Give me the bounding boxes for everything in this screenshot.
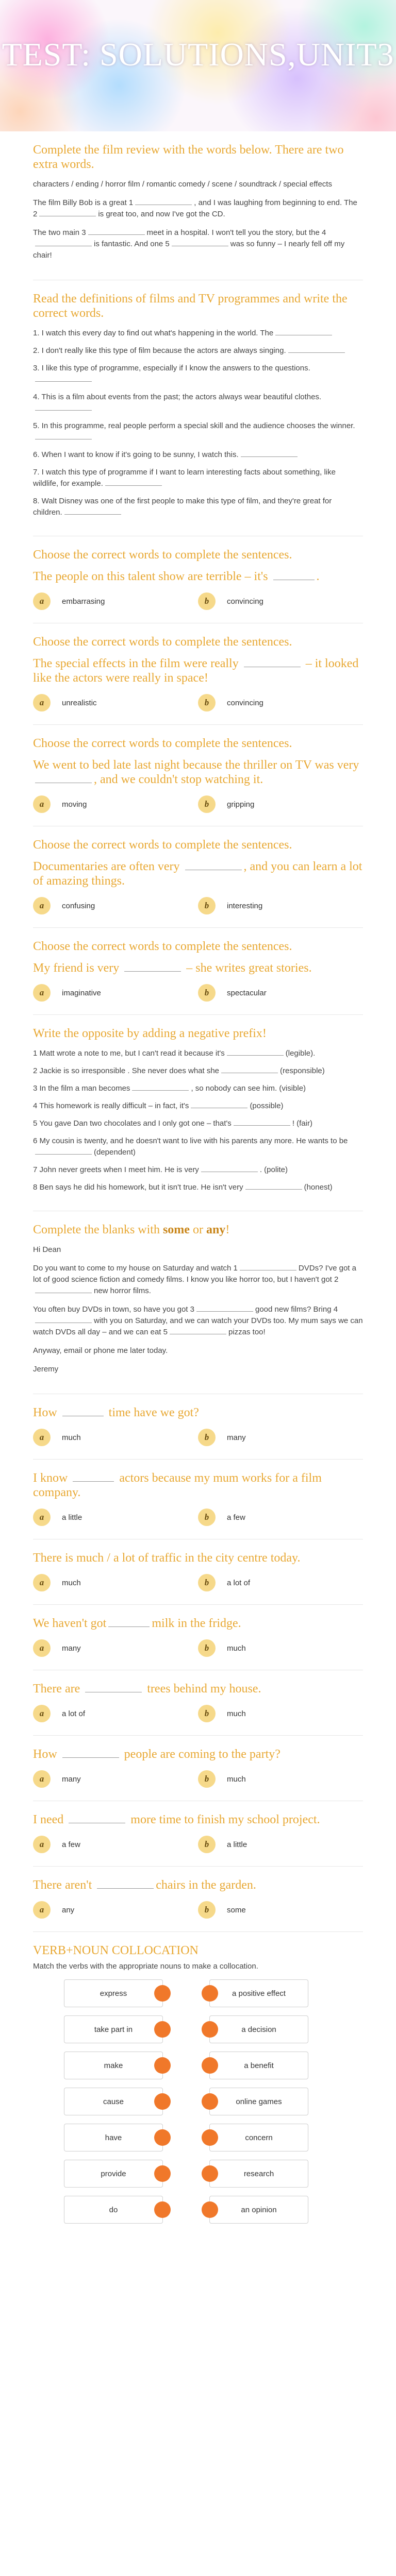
- answer-option-b[interactable]: b convincing: [198, 591, 363, 612]
- connector-dot[interactable]: [202, 2093, 218, 2110]
- match-left-item[interactable]: do: [64, 2196, 163, 2224]
- answer-option-a[interactable]: a imaginative: [33, 982, 198, 1003]
- section-collocation: [33, 1931, 363, 2243]
- match-right-item[interactable]: a positive effect: [209, 1979, 308, 2007]
- blank-input[interactable]: [124, 964, 181, 972]
- match-right-item[interactable]: concern: [209, 2124, 308, 2151]
- review-paragraph-1: The film Billy Bob is a great 1 , and I was laughing from beginning to end. The 2 is great too, and now I've got the CD.: [33, 198, 357, 218]
- question-3: [33, 724, 363, 826]
- blank-input[interactable]: [108, 1619, 150, 1627]
- question-instruction: Choose the correct words to complete the sentences.: [33, 940, 292, 953]
- instruction-collocation: VERB+NOUN COLLOCATION: [33, 1944, 199, 1957]
- match-right-item[interactable]: online games: [209, 2088, 308, 2115]
- question-sentence: We went to bed late last night because the thriller on TV was very , and we couldn't stop watching it.: [33, 758, 359, 786]
- question-sentence: I need more time to finish my school project.: [33, 1813, 320, 1826]
- option-a-badge: a: [33, 592, 51, 610]
- blank-input[interactable]: [35, 1315, 92, 1323]
- option-b-badge: b: [198, 1574, 216, 1591]
- blank-input[interactable]: [85, 1685, 142, 1692]
- option-b-badge: b: [198, 1836, 216, 1853]
- answer-option-b[interactable]: b many: [198, 1427, 363, 1448]
- question-13: [33, 1866, 363, 1931]
- section-some-any: [33, 1211, 363, 1394]
- option-b-badge: b: [198, 1429, 216, 1446]
- option-b-badge: b: [198, 1901, 216, 1919]
- prefix-item: 3 In the film a man becomes , so nobody can see him. (visible): [33, 1084, 306, 1093]
- collocation-subtitle: Match the verbs with the appropriate nouns to make a collocation.: [33, 1962, 258, 1971]
- question-sentence: There is much / a lot of traffic in the city centre today.: [33, 1551, 301, 1565]
- word-list: characters / ending / horror film / romantic comedy / scene / soundtrack / special effects: [33, 180, 332, 189]
- email-paragraph-2: You often buy DVDs in town, so have you got 3 good new films? Bring 4with you on Saturday, and we can watch your DVDs too. My mum says we can watch DVDs all day – and we can eat 5 pizzas too!: [33, 1305, 363, 1336]
- question-sentence: Documentaries are often very , and you can learn a lot of amazing things.: [33, 860, 362, 888]
- question-sentence: We haven't got milk in the fridge.: [33, 1617, 241, 1630]
- option-a-badge: a: [33, 1429, 51, 1446]
- question-2: [33, 623, 363, 724]
- option-a-badge: a: [33, 984, 51, 1002]
- prefix-item: 6 My cousin is twenty, and he doesn't want to live with his parents any more. He wants to be(dependent): [33, 1137, 348, 1157]
- question-1: [33, 536, 363, 623]
- connector-dot[interactable]: [202, 2021, 218, 2038]
- connector-dot[interactable]: [202, 1985, 218, 2002]
- blank-input[interactable]: [234, 1118, 290, 1126]
- review-paragraph-2: The two main 3 meet in a hospital. I won't tell you the story, but the 4is fantastic. And one 5 was so funny – I nearly fell off my chair!: [33, 228, 345, 260]
- email-greeting: Hi Dean: [33, 1245, 61, 1254]
- blank-input[interactable]: [227, 1048, 284, 1056]
- option-b-badge: b: [198, 1639, 216, 1657]
- answer-option-b[interactable]: b a lot of: [198, 1572, 363, 1593]
- definition-item: 4. This is a film about events from the past; the actors always wear beautiful clothes.: [33, 392, 363, 414]
- option-b-badge: b: [198, 694, 216, 711]
- option-a-badge: a: [33, 1901, 51, 1919]
- blank-input[interactable]: [288, 345, 345, 353]
- email-paragraph-1: Do you want to come to my house on Saturday and watch 1 DVDs? I've got a lot of good science fiction and comedy films. I know you like horror too, but I haven't got 2new horror films.: [33, 1264, 356, 1295]
- option-b-badge: b: [198, 1509, 216, 1526]
- question-8: [33, 1539, 363, 1604]
- blank-input[interactable]: [39, 209, 96, 216]
- option-b-badge: b: [198, 897, 216, 914]
- match-left-item[interactable]: make: [64, 2052, 163, 2079]
- option-b-badge: b: [198, 795, 216, 813]
- match-left-item[interactable]: express: [64, 1979, 163, 2007]
- question-sentence: How time have we got?: [33, 1406, 199, 1419]
- prefix-item: 1 Matt wrote a note to me, but I can't read it because it's (legible).: [33, 1049, 316, 1058]
- blank-input[interactable]: [191, 1100, 248, 1108]
- blank-input[interactable]: [196, 1304, 253, 1312]
- blank-input[interactable]: [69, 1816, 125, 1823]
- answer-option-a[interactable]: a a lot of: [33, 1703, 198, 1724]
- prefix-item: 7 John never greets when I meet him. He is very . (polite): [33, 1165, 288, 1174]
- question-6: [33, 1394, 363, 1459]
- match-right-item[interactable]: research: [209, 2160, 308, 2188]
- email-paragraph-3: Anyway, email or phone me later today.: [33, 1346, 168, 1355]
- match-right-item[interactable]: a benefit: [209, 2052, 308, 2079]
- option-a-badge: a: [33, 1574, 51, 1591]
- option-a-badge: a: [33, 1639, 51, 1657]
- option-b-badge: b: [198, 592, 216, 610]
- option-a-badge: a: [33, 795, 51, 813]
- answer-option-a[interactable]: a a few: [33, 1834, 198, 1855]
- answer-option-b[interactable]: b much: [198, 1769, 363, 1789]
- section-film-review: [33, 131, 363, 280]
- connector-dot[interactable]: [202, 2057, 218, 2074]
- blank-input[interactable]: [73, 1474, 114, 1482]
- blank-input[interactable]: [97, 1881, 154, 1889]
- question-sentence: I know actors because my mum works for a film company.: [33, 1471, 322, 1499]
- blank-input[interactable]: [275, 328, 332, 335]
- blank-input[interactable]: [62, 1409, 104, 1416]
- blank-input[interactable]: [132, 1083, 189, 1091]
- answer-option-b[interactable]: b some: [198, 1900, 363, 1920]
- answer-option-b[interactable]: b a few: [198, 1507, 363, 1528]
- answer-option-b[interactable]: b much: [198, 1703, 363, 1724]
- answer-option-a[interactable]: a moving: [33, 794, 198, 815]
- connector-dot[interactable]: [202, 2165, 218, 2182]
- question-7: [33, 1459, 363, 1539]
- answer-option-a[interactable]: a many: [33, 1638, 198, 1658]
- connector-dot[interactable]: [154, 2021, 171, 2038]
- match-left-item[interactable]: cause: [64, 2088, 163, 2115]
- instruction-film-review: Complete the film review with the words below. There are two extra words.: [33, 143, 344, 171]
- answer-option-b[interactable]: b a little: [198, 1834, 363, 1855]
- answer-option-a[interactable]: a confusing: [33, 895, 198, 916]
- match-left-item[interactable]: provide: [64, 2160, 163, 2188]
- connector-dot[interactable]: [154, 1985, 171, 2002]
- match-right-item[interactable]: an opinion: [209, 2196, 308, 2224]
- option-a-badge: a: [33, 1770, 51, 1788]
- blank-input[interactable]: [64, 507, 121, 515]
- question-instruction: Choose the correct words to complete the sentences.: [33, 548, 292, 562]
- definition-item: 5. In this programme, real people perform a special skill and the audience chooses the winner.: [33, 420, 363, 443]
- question-instruction: Choose the correct words to complete the sentences.: [33, 635, 292, 649]
- connector-dot[interactable]: [154, 2057, 171, 2074]
- option-b-badge: b: [198, 1770, 216, 1788]
- blank-input[interactable]: [35, 1285, 92, 1293]
- prefix-item: 5 You gave Dan two chocolates and I only got one – that's ! (fair): [33, 1119, 312, 1128]
- definition-item: 6. When I want to know if it's going to be sunny, I watch this.: [33, 449, 363, 461]
- question-sentence: There aren't chairs in the garden.: [33, 1878, 256, 1892]
- question-5: [33, 927, 363, 1014]
- page-title: TEST: SOLUTIONS,UNIT3: [2, 36, 394, 73]
- question-sentence: How people are coming to the party?: [33, 1748, 280, 1761]
- connector-dot[interactable]: [202, 2201, 218, 2218]
- prefix-item: 8 Ben says he did his homework, but it isn't true. He isn't very (honest): [33, 1183, 333, 1192]
- answer-option-a[interactable]: a any: [33, 1900, 198, 1920]
- blank-input[interactable]: [273, 572, 315, 580]
- instruction-some-any: Complete the blanks with some or any!: [33, 1223, 230, 1236]
- blank-input[interactable]: [240, 1263, 296, 1270]
- blank-input[interactable]: [88, 227, 145, 235]
- section-negative-prefix: [33, 1014, 363, 1211]
- blank-input[interactable]: [221, 1065, 278, 1073]
- email-signature: Jeremy: [33, 1365, 59, 1374]
- question-4: [33, 826, 363, 927]
- blank-input[interactable]: [35, 432, 92, 439]
- connector-dot[interactable]: [154, 2165, 171, 2182]
- question-sentence: The special effects in the film were really – it looked like the actors were really in space!: [33, 657, 359, 685]
- blank-input[interactable]: [35, 775, 92, 783]
- blank-input[interactable]: [172, 239, 228, 246]
- answer-option-b[interactable]: b convincing: [198, 692, 363, 713]
- blank-input[interactable]: [35, 1147, 92, 1155]
- definition-item: 8. Walt Disney was one of the first people to make this type of film, and they're great for children.: [33, 497, 332, 517]
- definition-item: 1. I watch this every day to find out what's happening in the world. The: [33, 328, 363, 339]
- blank-input[interactable]: [185, 862, 242, 870]
- option-a-badge: a: [33, 1836, 51, 1853]
- connector-dot[interactable]: [154, 2093, 171, 2110]
- section-definitions: [33, 280, 363, 536]
- answer-option-a[interactable]: a unrealistic: [33, 692, 198, 713]
- definition-item: 2. I don't really like this type of film because the actors are always singing.: [33, 345, 363, 357]
- option-b-badge: b: [198, 984, 216, 1002]
- question-instruction: Choose the correct words to complete the sentences.: [33, 737, 292, 750]
- blank-input[interactable]: [241, 449, 298, 457]
- blank-input[interactable]: [62, 1750, 119, 1758]
- prefix-item: 2 Jackie is so irresponsible . She never does what she (responsible): [33, 1066, 325, 1075]
- connector-dot[interactable]: [202, 2129, 218, 2146]
- blank-input[interactable]: [35, 239, 92, 246]
- question-sentence: My friend is very – she writes great stories.: [33, 961, 312, 975]
- blank-input[interactable]: [35, 374, 92, 382]
- question-instruction: Choose the correct words to complete the sentences.: [33, 838, 292, 852]
- matching-area: [33, 1979, 363, 2224]
- prefix-item: 4 This homework is really difficult – in fact, it's (possible): [33, 1101, 284, 1110]
- option-a-badge: a: [33, 1705, 51, 1722]
- answer-option-a[interactable]: a much: [33, 1572, 198, 1593]
- question-12: [33, 1801, 363, 1866]
- connector-dot[interactable]: [154, 2201, 171, 2218]
- answer-option-a[interactable]: a embarrasing: [33, 591, 198, 612]
- blank-input[interactable]: [35, 403, 92, 411]
- definition-item: 7. I watch this type of programme if I want to learn interesting facts about something, like wildlife, for example.: [33, 468, 336, 488]
- blank-input[interactable]: [105, 478, 162, 486]
- definition-item: 3. I like this type of programme, especially if I know the answers to the questions.: [33, 363, 363, 385]
- question-sentence: The people on this talent show are terrible – it's .: [33, 570, 320, 583]
- question-11: [33, 1735, 363, 1801]
- answer-option-a[interactable]: a much: [33, 1427, 198, 1448]
- instruction-negative-prefix: Write the opposite by adding a negative prefix!: [33, 1027, 267, 1040]
- option-a-badge: a: [33, 1509, 51, 1526]
- blank-input[interactable]: [245, 1182, 302, 1190]
- answer-option-a[interactable]: a many: [33, 1769, 198, 1789]
- match-right-item[interactable]: a decision: [209, 2015, 308, 2043]
- match-left-item[interactable]: take part in: [64, 2015, 163, 2043]
- blank-input[interactable]: [135, 197, 192, 205]
- question-9: [33, 1604, 363, 1670]
- option-a-badge: a: [33, 694, 51, 711]
- question-10: [33, 1670, 363, 1735]
- answer-option-b[interactable]: b spectacular: [198, 982, 363, 1003]
- header-banner: [0, 0, 396, 131]
- answer-option-b[interactable]: b much: [198, 1638, 363, 1658]
- answer-option-a[interactable]: a a little: [33, 1507, 198, 1528]
- answer-option-b[interactable]: b interesting: [198, 895, 363, 916]
- blank-input[interactable]: [244, 659, 301, 667]
- instruction-definitions: Read the definitions of films and TV programmes and write the correct words.: [33, 292, 348, 320]
- connector-dot[interactable]: [154, 2129, 171, 2146]
- match-left-item[interactable]: have: [64, 2124, 163, 2151]
- blank-input[interactable]: [170, 1327, 226, 1334]
- blank-input[interactable]: [201, 1164, 258, 1172]
- answer-option-b[interactable]: b gripping: [198, 794, 363, 815]
- option-a-badge: a: [33, 897, 51, 914]
- question-sentence: There are trees behind my house.: [33, 1682, 261, 1696]
- option-b-badge: b: [198, 1705, 216, 1722]
